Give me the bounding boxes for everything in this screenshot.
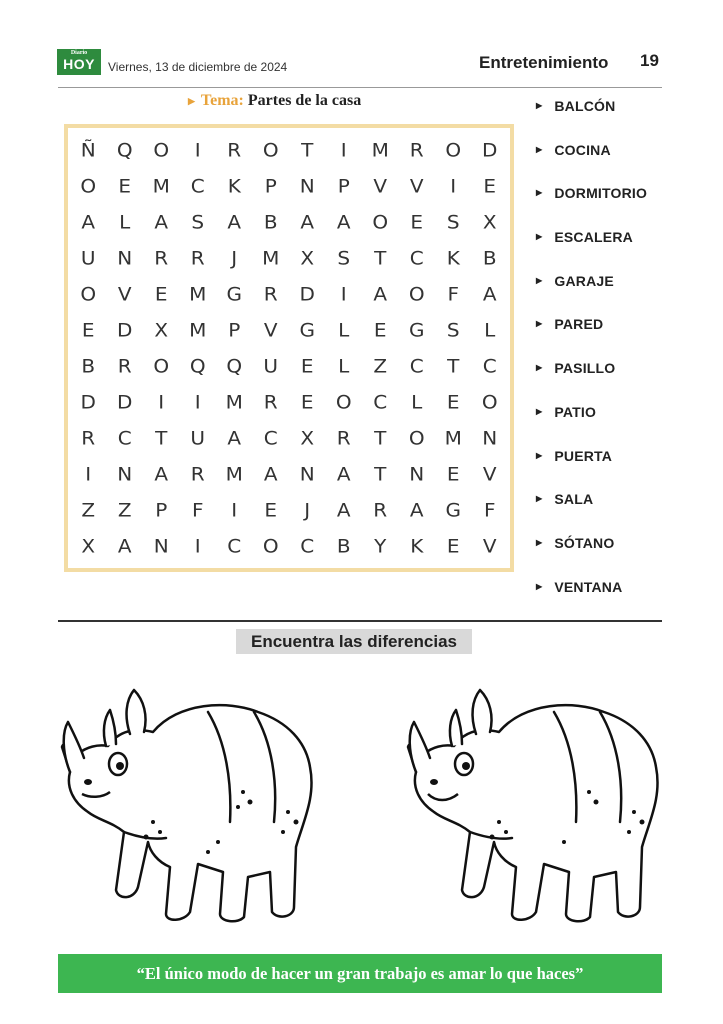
grid-letter: D (117, 318, 133, 342)
word-label: SÓTANO (554, 534, 615, 551)
word-label: SALA (554, 491, 594, 508)
grid-letter: R (190, 246, 205, 270)
word-list-item (536, 535, 676, 579)
grid-letter: V (409, 174, 424, 198)
rhino-illustration-right (404, 672, 664, 934)
grid-letter: F (447, 282, 459, 306)
grid-letter: R (154, 246, 169, 270)
grid-letter: X (482, 210, 497, 234)
grid-letter: F (483, 498, 496, 522)
grid-letter: P (155, 498, 168, 522)
grid-letter: R (263, 282, 278, 306)
grid-letter: U (190, 426, 206, 450)
grid-letter: Y (374, 534, 387, 558)
wordsearch-grid (68, 128, 510, 568)
grid-letter: D (80, 390, 96, 414)
grid-letter: D (117, 390, 133, 414)
grid-letter: V (117, 282, 132, 306)
word-list-item (536, 491, 676, 535)
triangle-bullet-icon: ▶ (536, 188, 543, 198)
grid-letter: E (373, 318, 387, 342)
grid-letter: B (336, 534, 351, 558)
grid-letter: E (300, 354, 314, 378)
grid-letter: M (225, 390, 243, 414)
grid-letter: B (263, 210, 278, 234)
word-label: COCINA (554, 141, 611, 158)
grid-letter: N (153, 534, 169, 558)
grid-letter: A (336, 210, 351, 234)
grid-letter: D (482, 138, 498, 162)
grid-letter: C (227, 534, 242, 558)
word-label: PARED (554, 316, 604, 333)
grid-letter: V (482, 534, 497, 558)
grid-letter: K (410, 534, 424, 558)
grid-letter: O (80, 282, 97, 306)
grid-letter: Ñ (80, 138, 96, 162)
word-list-item (536, 404, 676, 448)
grid-letter: C (482, 354, 497, 378)
grid-letter: O (335, 390, 352, 414)
word-list-item (536, 98, 676, 142)
grid-letter: E (118, 174, 132, 198)
wordsearch-grid-box (64, 124, 514, 572)
grid-letter: J (304, 498, 311, 522)
grid-letter: U (263, 354, 279, 378)
grid-letter: A (227, 210, 242, 234)
grid-letter: M (262, 246, 280, 270)
grid-letter: Q (226, 354, 243, 378)
grid-letter: A (336, 462, 351, 486)
grid-letter: O (481, 390, 498, 414)
word-label: BALCÓN (554, 98, 616, 114)
word-list-item (536, 448, 676, 492)
grid-letter: T (447, 354, 460, 378)
grid-letter: I (194, 390, 201, 414)
section-divider (58, 620, 662, 622)
grid-letter: V (373, 174, 388, 198)
grid-letter: X (300, 246, 315, 270)
grid-letter: X (300, 426, 315, 450)
triangle-bullet-icon: ▶ (536, 494, 543, 504)
page-number: 19 (640, 51, 659, 70)
grid-letter: N (482, 426, 498, 450)
grid-letter: E (410, 210, 424, 234)
grid-letter: E (154, 282, 168, 306)
word-label: GARAJE (554, 272, 614, 289)
triangle-bullet-icon: ▶ (536, 275, 543, 285)
triangle-bullet-icon: ▶ (536, 232, 543, 242)
grid-letter: C (190, 174, 205, 198)
grid-letter: O (408, 282, 425, 306)
grid-letter: I (340, 138, 347, 162)
diario-hoy-logo (57, 49, 101, 75)
differences-title: Encuentra las diferencias (236, 629, 472, 654)
grid-letter: A (409, 498, 424, 522)
grid-letter: E (446, 534, 460, 558)
word-list-item (536, 142, 676, 186)
grid-letter: O (153, 138, 170, 162)
grid-letter: O (408, 426, 425, 450)
grid-letter: M (444, 426, 462, 450)
grid-letter: N (117, 462, 133, 486)
grid-letter: I (340, 282, 347, 306)
grid-letter: T (374, 462, 387, 486)
grid-letter: A (300, 210, 315, 234)
grid-letter: A (482, 282, 497, 306)
grid-letter: G (299, 318, 315, 342)
grid-letter: A (336, 498, 351, 522)
grid-letter: A (154, 210, 169, 234)
grid-letter: B (81, 354, 96, 378)
grid-letter: C (409, 354, 424, 378)
grid-letter: I (158, 390, 165, 414)
grid-letter: A (373, 282, 388, 306)
grid-letter: A (81, 210, 96, 234)
section-title: Entretenimiento (479, 53, 609, 72)
grid-letter: C (117, 426, 132, 450)
triangle-bullet-icon: ▶ (536, 537, 543, 547)
grid-letter: M (189, 318, 207, 342)
grid-letter: L (484, 318, 496, 342)
grid-letter: R (117, 354, 132, 378)
grid-letter: P (337, 174, 350, 198)
grid-letter: E (300, 390, 314, 414)
triangle-bullet-icon: ▶ (536, 406, 543, 416)
grid-letter: I (194, 138, 201, 162)
grid-letter: C (409, 246, 424, 270)
grid-letter: B (482, 246, 497, 270)
grid-letter: L (119, 210, 131, 234)
grid-letter: G (409, 318, 425, 342)
grid-letter: C (300, 534, 315, 558)
grid-letter: T (301, 138, 314, 162)
grid-letter: S (446, 318, 460, 342)
grid-letter: X (81, 534, 96, 558)
grid-letter: V (482, 462, 497, 486)
grid-letter: T (374, 426, 387, 450)
grid-letter: N (299, 174, 315, 198)
grid-letter: D (299, 282, 315, 306)
theme-label: Tema: (200, 92, 244, 109)
grid-letter: E (264, 498, 278, 522)
grid-letter: R (336, 426, 351, 450)
grid-letter: J (231, 246, 238, 270)
grid-letter: T (155, 426, 168, 450)
grid-letter: A (154, 462, 169, 486)
word-list-item (536, 316, 676, 360)
grid-letter: E (446, 390, 460, 414)
triangle-bullet-icon: ▶ (536, 450, 543, 460)
word-list-item (536, 579, 676, 623)
grid-letter: Q (116, 138, 133, 162)
triangle-bullet-icon: ▶ (536, 581, 543, 591)
grid-letter: O (445, 138, 462, 162)
issue-date: Viernes, 13 de diciembre de 2024 (108, 60, 288, 74)
grid-letter: O (262, 138, 279, 162)
word-label: PATIO (554, 403, 597, 420)
theme-value: Partes de la casa (247, 92, 362, 109)
grid-letter: N (299, 462, 315, 486)
grid-letter: E (81, 318, 95, 342)
word-label: VENTANA (554, 578, 623, 595)
grid-letter: R (373, 498, 388, 522)
grid-letter: A (117, 534, 132, 558)
word-list-item (536, 273, 676, 317)
grid-letter: P (264, 174, 277, 198)
grid-letter: M (152, 174, 170, 198)
grid-letter: S (446, 210, 460, 234)
grid-letter: I (231, 498, 238, 522)
grid-letter: G (226, 282, 242, 306)
word-list-item (536, 360, 676, 404)
grid-letter: R (190, 462, 205, 486)
grid-letter: K (227, 174, 241, 198)
quote-banner: “El único modo de hacer un gran trabajo es amar lo que haces” (58, 954, 662, 993)
header-divider (58, 87, 662, 88)
word-label: PUERTA (554, 447, 613, 464)
grid-letter: F (191, 498, 204, 522)
grid-letter: Z (373, 354, 388, 378)
grid-letter: A (227, 426, 242, 450)
grid-letter: N (409, 462, 425, 486)
logo-top-text: Diario (70, 50, 88, 56)
grid-letter: M (371, 138, 389, 162)
grid-letter: I (450, 174, 457, 198)
word-label: PASILLO (554, 360, 616, 377)
grid-letter: R (81, 426, 96, 450)
grid-letter: S (337, 246, 351, 270)
grid-letter: A (263, 462, 278, 486)
wordsearch-theme (188, 92, 361, 110)
grid-letter: O (262, 534, 279, 558)
grid-letter: E (483, 174, 497, 198)
word-label: ESCALERA (554, 229, 633, 246)
grid-letter: X (154, 318, 169, 342)
grid-letter: R (409, 138, 424, 162)
logo-main-text: HOY (63, 56, 95, 72)
grid-letter: S (191, 210, 205, 234)
grid-letter: I (85, 462, 92, 486)
grid-letter: C (373, 390, 388, 414)
grid-letter: R (227, 138, 242, 162)
grid-letter: Z (117, 498, 132, 522)
word-list (536, 98, 676, 622)
grid-letter: T (374, 246, 387, 270)
grid-letter: E (446, 462, 460, 486)
grid-letter: Z (81, 498, 96, 522)
grid-letter: L (411, 390, 423, 414)
grid-letter: L (338, 354, 350, 378)
grid-letter: M (225, 462, 243, 486)
grid-letter: O (80, 174, 97, 198)
grid-letter: R (263, 390, 278, 414)
triangle-bullet-icon: ▶ (536, 363, 543, 373)
word-list-item (536, 229, 676, 273)
grid-letter: L (338, 318, 350, 342)
grid-letter: V (263, 318, 278, 342)
word-label: DORMITORIO (554, 185, 648, 202)
grid-letter: G (445, 498, 461, 522)
triangle-bullet-icon: ▶ (536, 319, 543, 329)
grid-letter: Q (189, 354, 206, 378)
grid-letter: O (372, 210, 389, 234)
triangle-bullet-icon: ▶ (536, 144, 543, 154)
grid-letter: P (228, 318, 241, 342)
grid-letter: O (153, 354, 170, 378)
grid-letter: C (263, 426, 278, 450)
grid-letter: U (80, 246, 96, 270)
grid-letter: K (446, 246, 460, 270)
grid-letter: M (189, 282, 207, 306)
grid-letter: N (117, 246, 133, 270)
word-list-item (536, 185, 676, 229)
triangle-bullet-icon: ▶ (536, 101, 543, 110)
grid-letter: I (194, 534, 201, 558)
rhino-illustration-left (58, 672, 318, 934)
triangle-bullet-icon: ▶ (188, 95, 195, 106)
